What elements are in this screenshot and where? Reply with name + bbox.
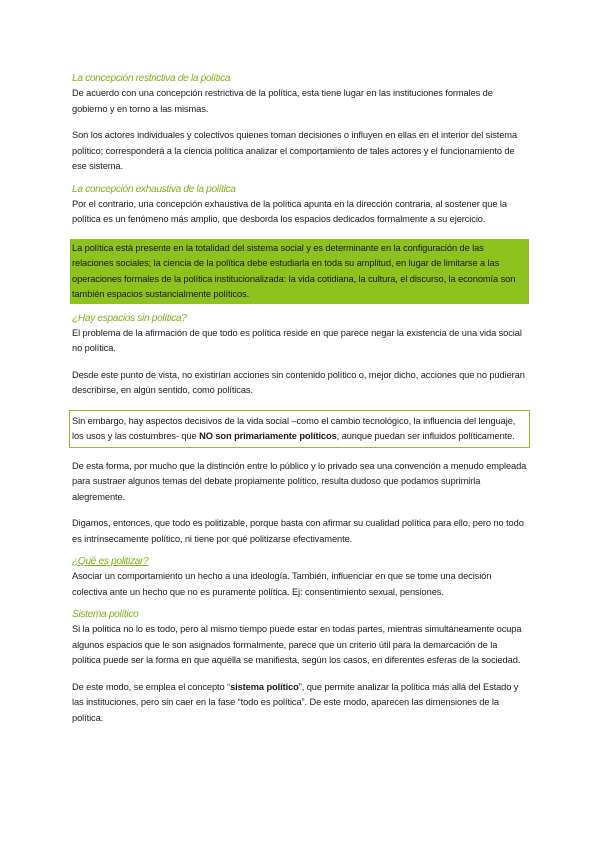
boxed-text-bold: NO son primariamente políticos [199,431,337,441]
boxed-paragraph [69,410,530,448]
heading-what-is-politicize: ¿Qué es politizar? [72,556,149,567]
document-body [72,72,527,726]
paragraph: Digamos, entonces, que todo es politizable, porque basta con afirmar su cualidad política para ello, pero no todo es intrínsecamente político, ni tiene por qué politizarse efectivamente. [72,518,524,544]
paragraph: De acuerdo con una concepción restrictiva de la política, esta tiene lugar en las instituciones formales de gobierno y en torno a las mismas. [72,88,493,114]
paragraph: Si la política no lo es todo, pero al mismo tiempo puede estar en todas partes, mientras simultáneamente ocupa algunos espacios que le son asignados formalmente, parece que un criterio útil para la demarcación de la política puede ser la forma en que aquélla se manifiesta, según los casos, en diferentes esferas de la sociedad. [72,624,522,665]
heading-exhaustive: La concepción exhaustiva de la política [72,183,236,195]
heading-political-system: Sistema político [72,609,139,620]
paragraph-text-a: De este modo, se emplea el concepto “ [72,681,231,692]
paragraph: Asociar un comportamiento un hecho a una ideología. También, influenciar en que se tome una decisión colectiva ante un hecho que no es puramente política. Ej: consentimiento sexual, pensiones. [72,571,492,597]
paragraph [72,680,527,727]
paragraph: El problema de la afirmación de que todo es política reside en que parece negar la existencia de una vida social no política. [72,327,522,353]
highlighted-paragraph: La política está presente en la totalidad del sistema social y es determinante en la configuración de las relaciones sociales; la ciencia de la política debe estudiarla en toda su amplitud, en lugar de limitarse a las operaciones formales de la política institucionalizada: la vida cotidiana, la cultura, el discurso, la economía son también espacios sustancialmente políticos. [70,239,529,304]
paragraph-text-b: ”, que permite analizar la política más allá del Estado y las instituciones, pero sin caer en la fase “todo es política”. De este modo, aparecen las dimensiones de la política. [72,681,519,723]
paragraph: Por el contrario, una concepción exhaustiva de la política apunta en la dirección contraria, al sostener que la política es un fenómeno más amplio, que desborda los espacios dedicados formalmente a su ejercicio. [72,198,507,224]
paragraph: Son los actores individuales y colectivos quienes toman decisiones o influyen en ellas en el interior del sistema político; corresponderá a la ciencia política analizar el comportamiento de tales actores y el funcionamiento de ese sistema. [72,130,518,171]
heading-restrictive: La concepción restrictiva de la política [72,73,231,84]
boxed-text-b: , aunque puedan ser influidos políticamente. [336,431,515,441]
paragraph: Desde este punto de vista, no existirían acciones sin contenido político o, mejor dicho, acciones que no pudieran describirse, en algún sentido, como políticas. [72,369,525,395]
paragraph-text-bold: sistema político [230,681,299,692]
paragraph: De esta forma, por mucho que la distinción entre lo público y lo privado sea una convención a menudo empleada para sustraer algunos temas del debate propiamente político, resulta dudoso que podamos suprimirla alegremente. [72,460,527,502]
boxed-text-a: Sin embargo, hay aspectos decisivos de la vida social –como el cambio tecnológico, la influencia del lenguaje, los usos y las costumbres- que [72,415,516,441]
heading-spaces-without-politics: ¿Hay espacios sin política? [72,312,187,324]
